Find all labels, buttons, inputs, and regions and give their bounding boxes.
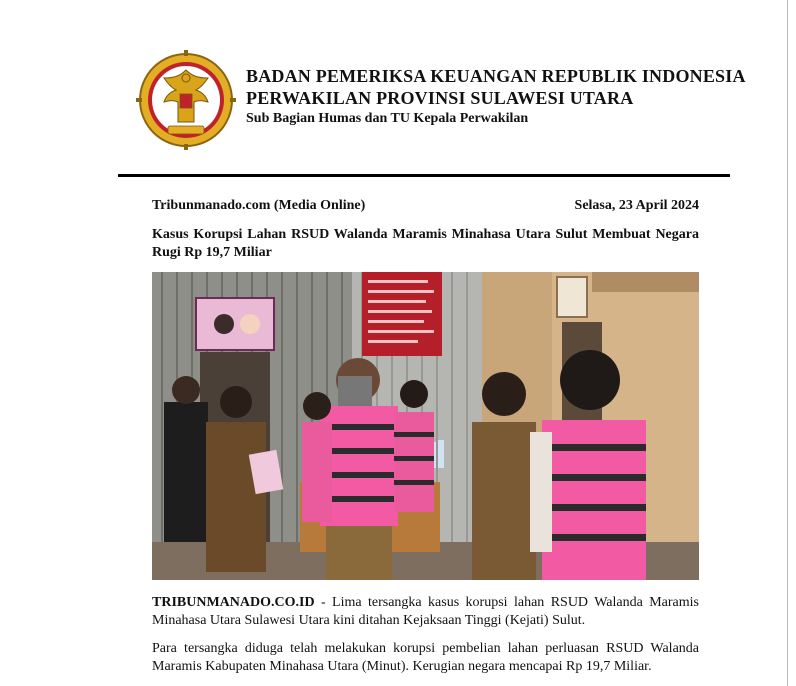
header-subdivision: Sub Bagian Humas dan TU Kepala Perwakilan (246, 111, 529, 126)
header-office-name: PERWAKILAN PROVINSI SULAWESI UTARA (246, 88, 634, 108)
bpk-logo-icon (134, 48, 238, 156)
article-date: Selasa, 23 April 2024 (574, 198, 699, 213)
article-paragraph-2: Para tersangka diduga telah melakukan korupsi pembelian lahan perluasan RSUD Walanda Maramis Kabupaten Minahasa Utara (Minut). Kerugian negara mencapai Rp 19,7 Miliar. (152, 641, 699, 674)
header-divider (118, 174, 730, 177)
media-source: Tribunmanado.com (Media Online) (152, 198, 366, 213)
paragraph-lead: TRIBUNMANADO.CO.ID (152, 595, 315, 610)
header-agency-name: BADAN PEMERIKSA KEUANGAN REPUBLIK INDONESIA (246, 66, 746, 86)
article-paragraph-1 (152, 594, 699, 630)
page-edge (787, 0, 788, 686)
article-title: Kasus Korupsi Lahan RSUD Walanda Maramis Minahasa Utara Sulut Membuat Negara Rugi Rp 19,7 Miliar (152, 227, 699, 260)
news-photo (152, 272, 699, 580)
paragraph-body: - Lima tersangka kasus korupsi lahan RSUD Walanda Maramis Minahasa Utara Sulawesi Utara kini ditahan Kejaksaan Tinggi (Kejati) Sulut. (152, 595, 699, 628)
